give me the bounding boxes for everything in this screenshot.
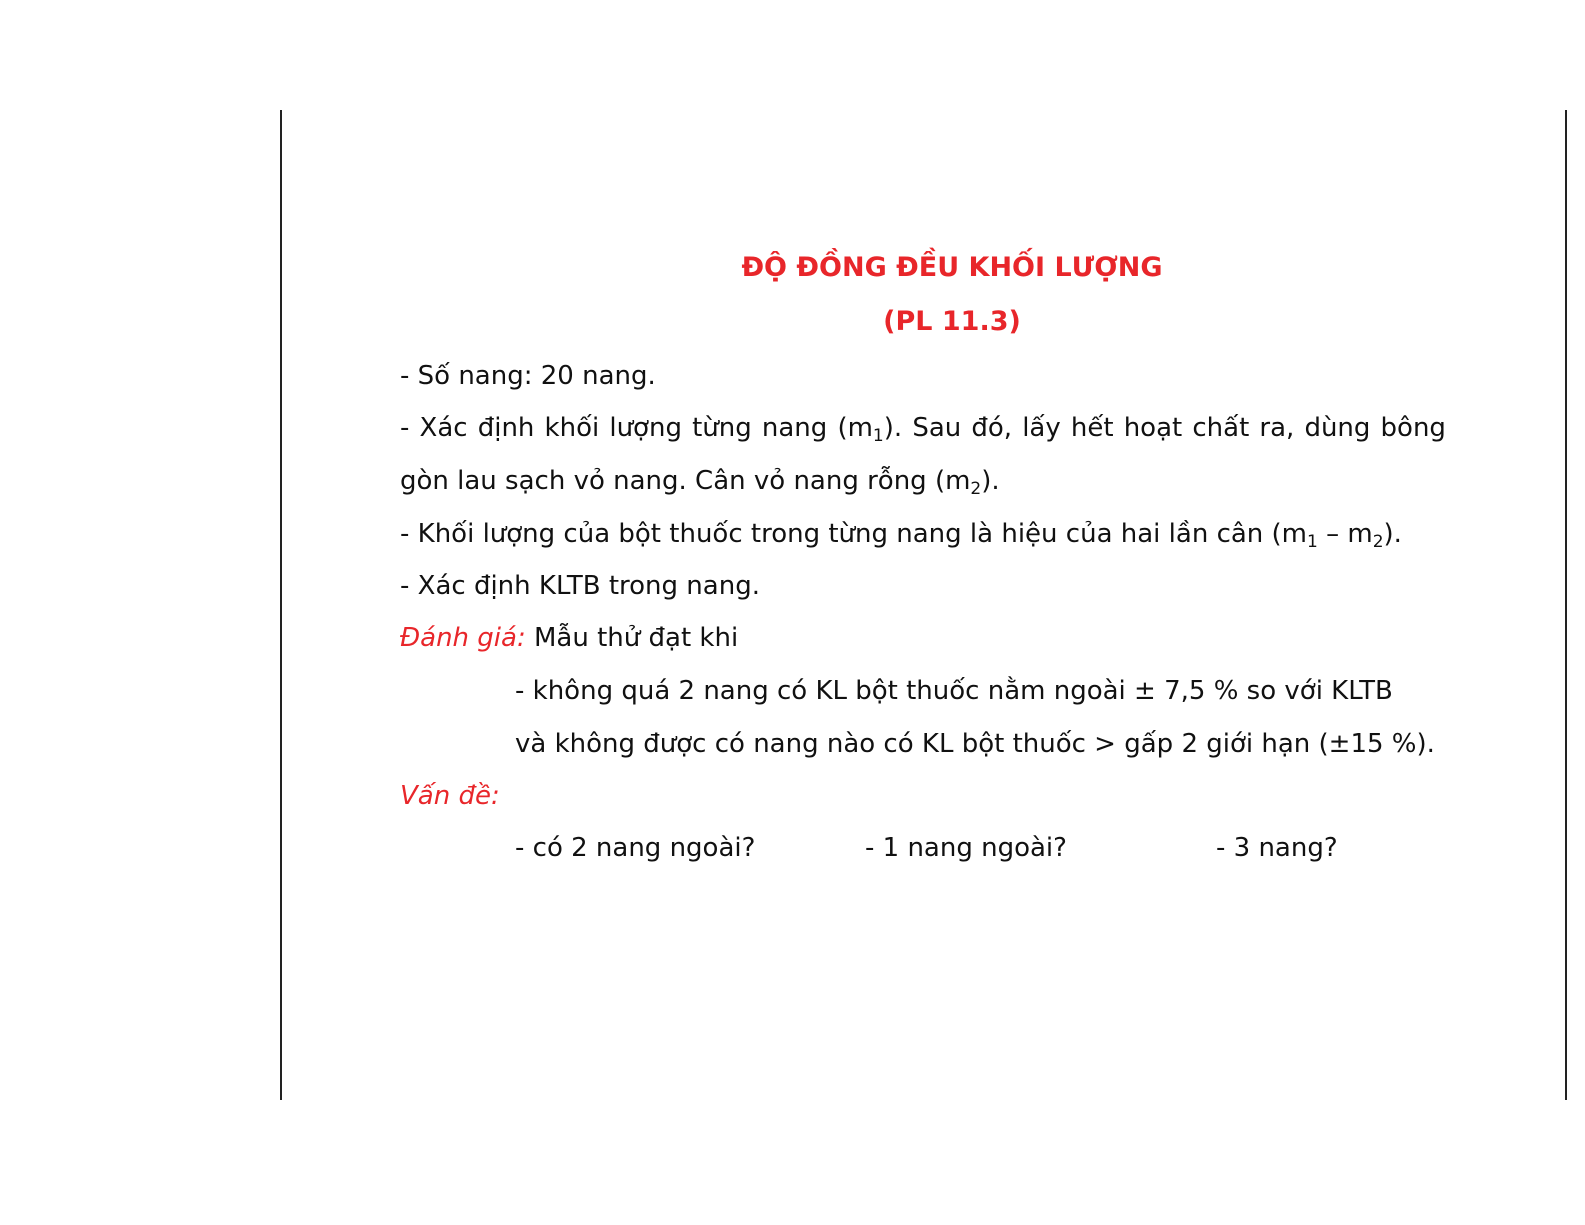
evaluation-text: Mẫu thử đạt khi: [525, 623, 739, 653]
word: -: [400, 413, 410, 443]
bullet-powder-mass: - Khối lượng của bột thuốc trong từng nang là hiệu của hai lần cân $(m_1 - m_2)$.: [400, 519, 1402, 552]
evaluation-line: [400, 622, 738, 654]
word: Sau: [912, 413, 962, 443]
evaluation-criteria-2: và không được có nang nào có KL bột thuốc > gấp 2 giới hạn (±15 %).: [515, 729, 1435, 759]
word: hoạt: [1123, 413, 1183, 443]
word: dùng: [1304, 413, 1371, 443]
slide-title: ĐỘ ĐỒNG ĐỀU KHỐI LƯỢNG: [741, 252, 1163, 283]
bullet-average-mass: - Xác định KLTB trong nang.: [400, 571, 760, 601]
problem-question-1: - có 2 nang ngoài?: [515, 833, 756, 863]
word: khối: [544, 413, 600, 443]
word: nang: [761, 413, 828, 443]
word: hết: [1070, 413, 1114, 443]
evaluation-criteria-1: - không quá 2 nang có KL bột thuốc nằm ngoài ± 7,5 % so với KLTB: [515, 676, 1393, 706]
slide-subtitle: (PL 11.3): [883, 306, 1021, 337]
word: từng: [692, 413, 752, 443]
word: bông: [1380, 413, 1446, 443]
problem-label: Vấn đề:: [400, 781, 500, 811]
word: lượng: [609, 413, 682, 443]
word: định: [477, 413, 535, 443]
bullet-weigh-empty-shell: gòn lau sạch vỏ nang. Cân vỏ nang rỗng $(m_2)$.: [400, 466, 1000, 499]
problem-question-2: - 1 nang ngoài?: [865, 833, 1067, 863]
slide-right-border: [1565, 110, 1567, 1100]
word: chất: [1192, 413, 1250, 443]
bullet-sample-count: - Số nang: 20 nang.: [400, 361, 656, 391]
word: lấy: [1022, 413, 1061, 443]
word: đó,: [971, 413, 1013, 443]
evaluation-label: Đánh giá:: [400, 623, 526, 653]
problem-question-3: - 3 nang?: [1216, 833, 1338, 863]
word-m1: $(m_1)$.: [837, 413, 903, 446]
word: ra,: [1259, 413, 1295, 443]
slide-left-border: [280, 110, 282, 1100]
word: Xác: [419, 413, 468, 443]
bullet-weigh-capsules: [400, 412, 1446, 444]
